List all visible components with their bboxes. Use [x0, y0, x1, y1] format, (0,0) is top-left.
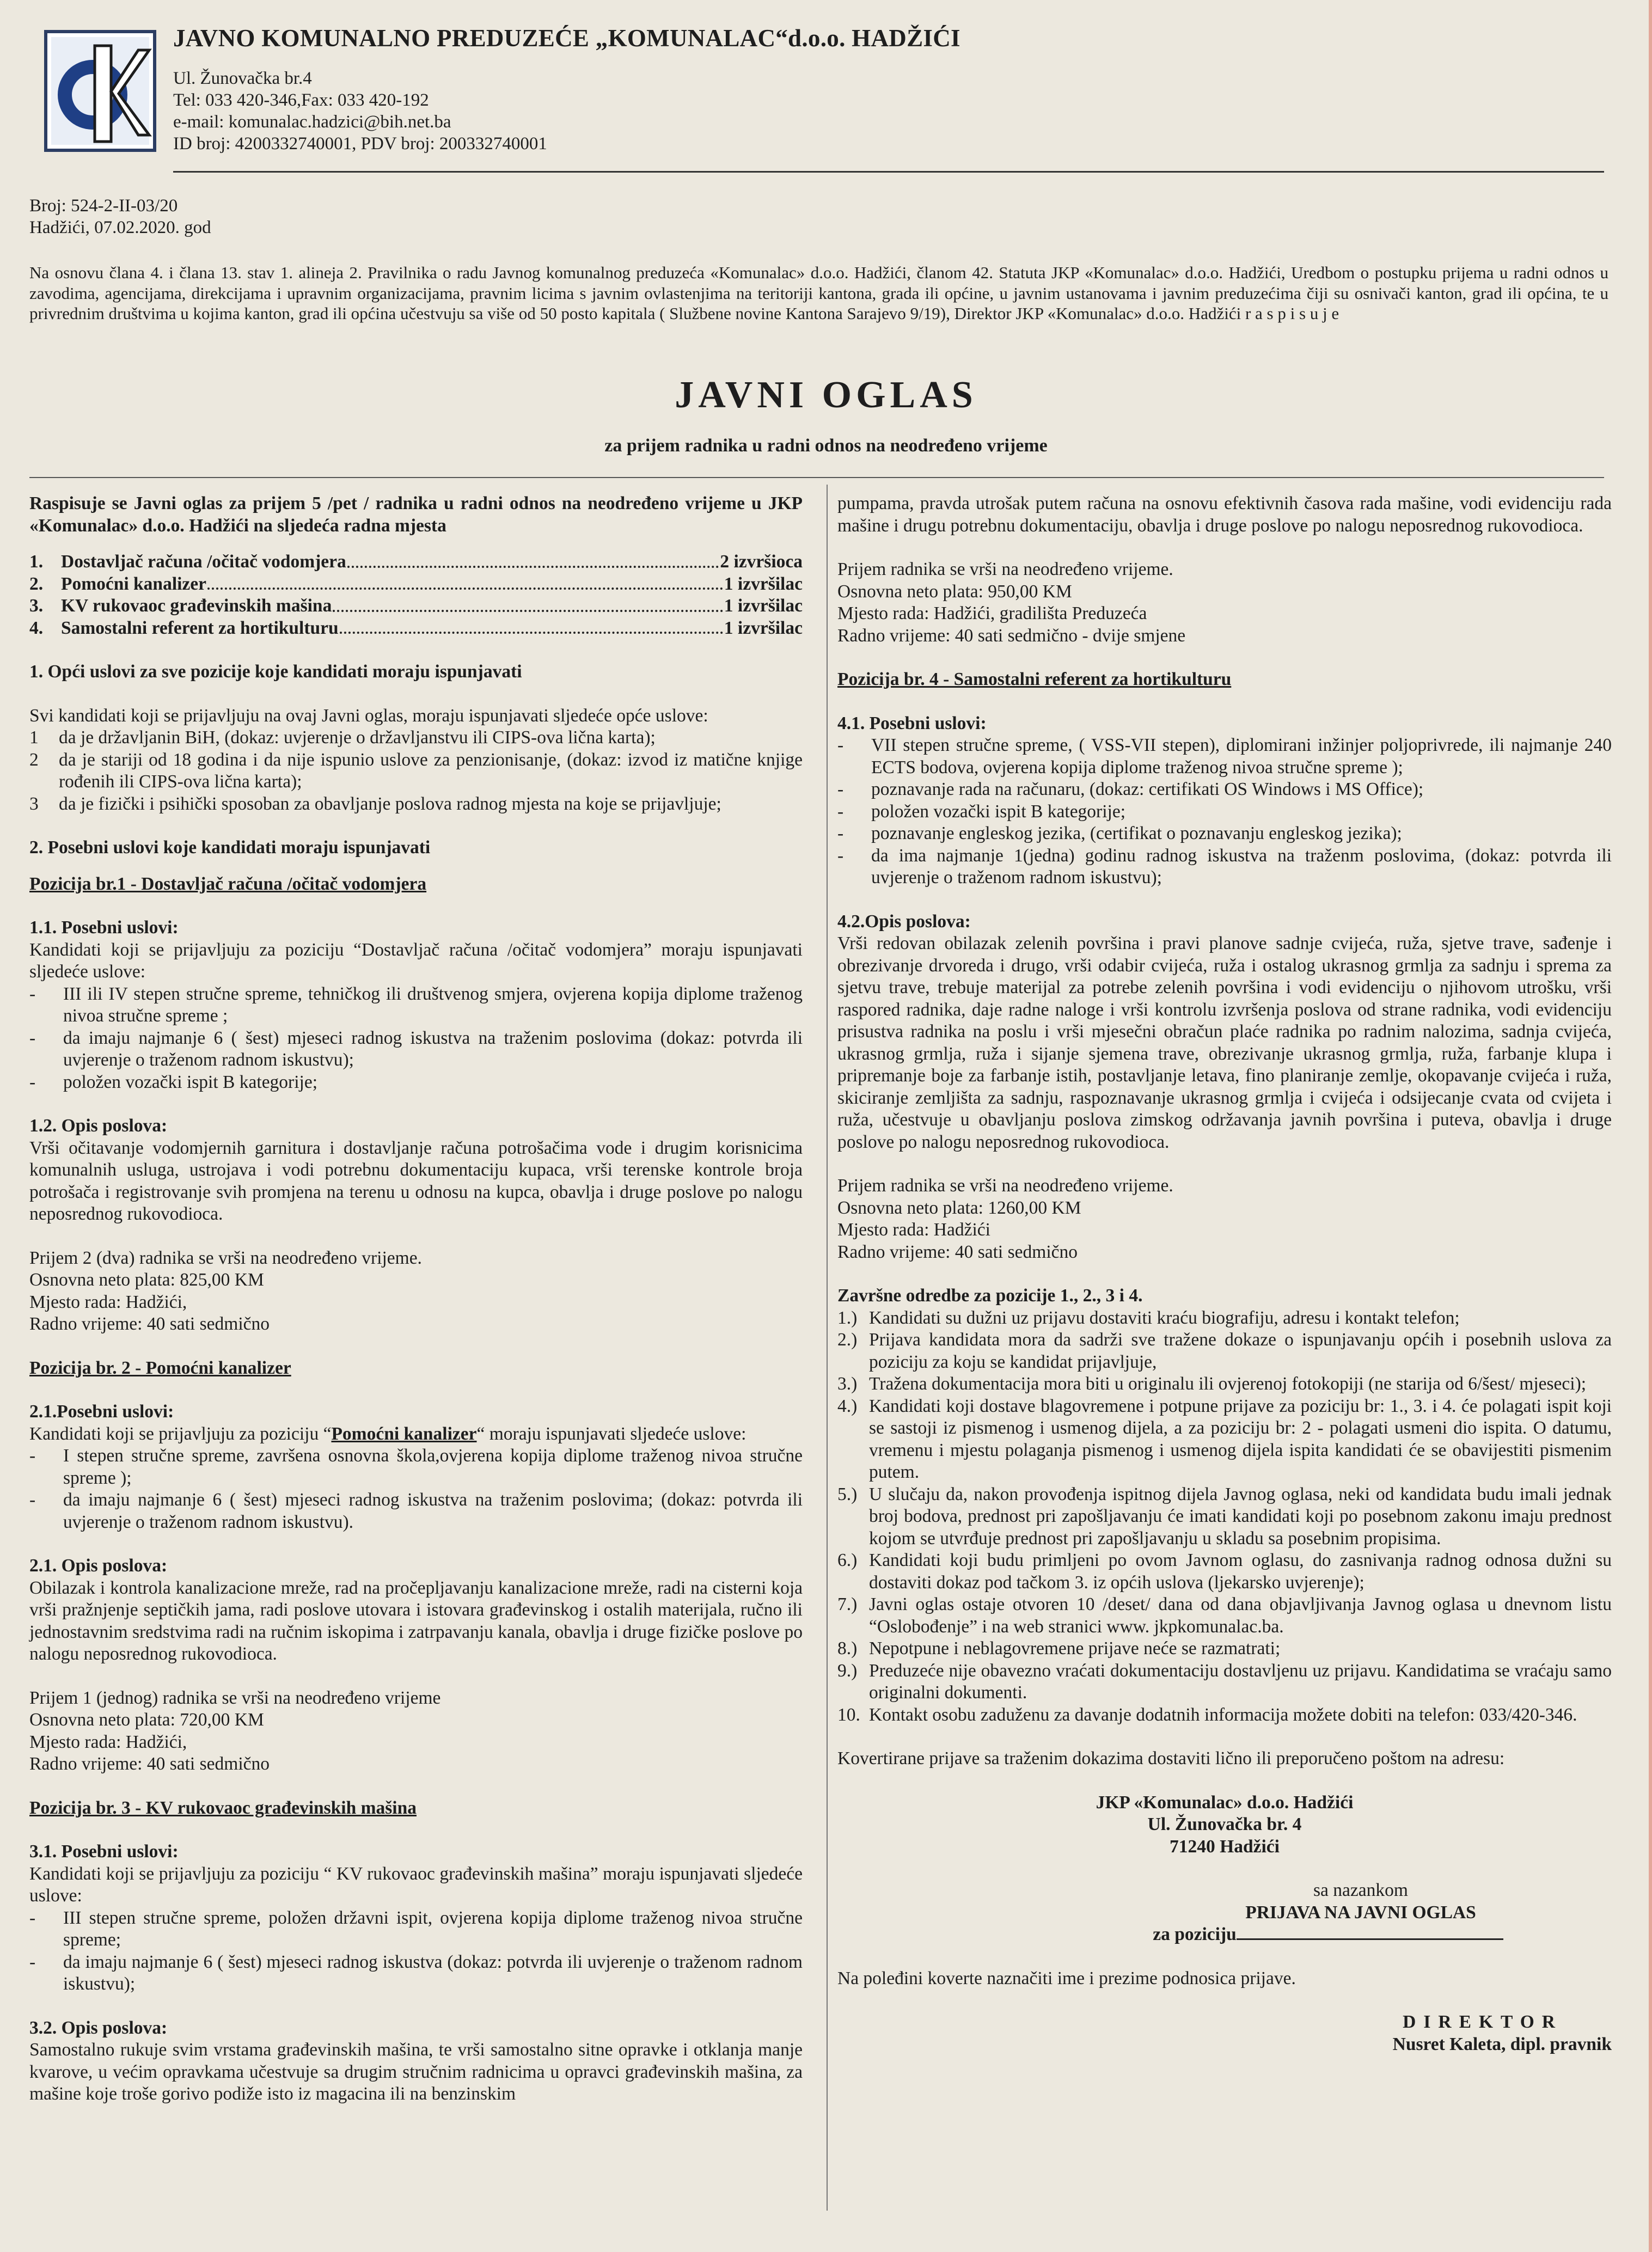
submission-note: Kovertirane prijave sa traženim dokazima dostaviti lično ili preporučeno poštom na adresu: — [837, 1748, 1505, 1768]
envelope-back-note: Na poleđini koverte naznačiti ime i prezime podnosica prijave. — [837, 1968, 1296, 1988]
list-item: 2.) Prijava kandidata mora da sadrži sve tražene dokaze o ispunjavanju općih i posebnih uslova za poziciju za koju se kandidat prijavljuje, — [837, 1330, 1612, 1372]
position-3-duties-heading: 3.2. Opis poslova: — [29, 2017, 168, 2038]
list-item: 4.) Kandidati koji dostave blagovremene i potpune prijave za poziciju br: 1., 3. i 4. će polagati ispit koji se sastoji iz pismenog i usmenog dijela, a za poziciju br: 2 - polagati usmeni dio ispita. O datumu, vremenu i mjestu polaganja pismenog i usmenog dijela ispita kandidati će se obavijestiti pismenim putem. — [837, 1396, 1612, 1482]
position-2-info: Prijem 1 (jednog) radnika se vrši na neodređeno vrijeme Osnovna neto plata: 720,00 KM Mjesto rada: Hadžići, Radno vrijeme: 40 sati sedmično — [29, 1687, 441, 1774]
general-conditions-heading: 1. Opći uslovi za sve pozicije koje kandidati moraju ispunjavati — [29, 662, 522, 682]
list-item: - III stepen stručne spreme, položen državni ispit, ovjerena kopija diplome traženog nivoa stručne spreme; — [29, 1907, 803, 1950]
position-2-duties-heading: 2.1. Opis poslova: — [29, 1556, 168, 1576]
position-3-duties-text: Samostalno rukuje svim vrstama građevinskih mašina, te vrši samostalno sitne opravke i otklanja manje kvarove, u većim opravkama učestvuje sa drugim stručnim radnicima u opravci građevinskih mašina, za mašine koje troše gorivo podiže isto iz magacina ili na benzinskim — [29, 2040, 803, 2104]
list-item: 1.) Kandidati su dužni uz prijavu dostaviti kraću biografiju, adresu i kontakt telefon; — [837, 1307, 1460, 1328]
position-blank-line — [1237, 1938, 1503, 1940]
position-3-conditions-list — [29, 1907, 803, 1996]
list-item: - da imaju najmanje 6 ( šest) mjeseci radnog iskustva (dokaz: potvrda ili uvjerenje o traženom radnom iskustvu); — [29, 1951, 803, 1994]
list-item: 3 da je fizički i psihički sposoban za obavljanje poslova radnog mjesta na koje se prijavljuje; — [29, 793, 721, 814]
position-4-conditions-heading: 4.1. Posebni uslovi: — [837, 713, 987, 733]
position-2-conditions-intro: Kandidati koji se prijavljuju za poziciju “Pomoćni kanalizer“ moraju ispunjavati sljedeće uslove: — [29, 1423, 747, 1444]
ad-title: JAVNI OGLAS — [675, 374, 977, 416]
position-1-conditions-intro: Kandidati koji se prijavljuju za poziciju “Dostavljač računa /očitač vodomjera” moraju ispunjavati sljedeće uslove: — [29, 939, 803, 982]
director-signature: DIREKTOR Nusret Kaleta, dipl. pravnik — [1392, 2012, 1612, 2054]
columns-top-rule — [29, 477, 1604, 478]
company-address: Ul. Žunovačka br.4 — [173, 69, 312, 88]
right-column — [837, 493, 1612, 2055]
document-number: Broj: 524-2-II-03/20 — [29, 196, 178, 216]
left-column — [29, 493, 803, 2106]
position-1-conditions-list — [29, 983, 803, 1094]
list-item: - VII stepen stručne spreme, ( VSS-VII stepen), diplomirani inžinjer poljoprivrede, ili najmanje 240 ECTS bodova, ovjerena kopija diplome traženog nivoa stručne spreme ); — [837, 735, 1612, 778]
list-item: - III ili IV stepen stručne spreme, tehničkog ili društvenog smjera, ovjerena kopija diplome traženog nivoa stručne spreme ; — [29, 983, 803, 1026]
position-2-conditions-heading: 2.1.Posebni uslovi: — [29, 1402, 174, 1422]
position-row: 4. Samostalni referent za hortikulturu 1 izvršilac — [29, 617, 803, 638]
list-item: 2 da je stariji od 18 godina i da nije ispunio uslove za penzionisanje, (dokaz: izvod iz matične knjige rođenih ili CIPS-ova lična karta); — [29, 749, 803, 792]
special-conditions-heading: 2. Posebni uslovi koje kandidati moraju ispunjavati — [29, 837, 431, 858]
company-name: JAVNO KOMUNALNO PREDUZEĆE „KOMUNALAC“d.o.o. HADŽIĆI — [173, 25, 960, 52]
company-phone: Tel: 033 420-346,Fax: 033 420-192 — [173, 90, 429, 110]
list-item: - položen vozački ispit B kategorije; — [29, 1072, 318, 1092]
intro-text: Raspisuje se Javni oglas za prijem 5 /pet / radnika u radni odnos na neodređeno vrijeme u JKP «Komunalac» d.o.o. Hadžići na sljedeća radna mjesta — [29, 493, 803, 536]
position-4-info: Prijem radnika se vrši na neodređeno vrijeme. Osnovna neto plata: 1260,00 KM Mjesto rada: Hadžići Radno vrijeme: 40 sati sedmično — [837, 1176, 1173, 1262]
position-1-duties-text: Vrši očitavanje vodomjernih garnitura i dostavljanje računa potrošačima vode i drugim korisnicima komunalnih usluga, ustrojava i vodi potrebnu dokumentaciju kupaca, vrši terenske kontrole broja potrošača i registrovanje svih promjena na terenu u odnosu na kupca, obavlja i druge poslove po nalogu neposrednog rukovodioca. — [29, 1137, 803, 1224]
list-item: - da ima najmanje 1(jedna) godinu radnog iskustva na traženm poslovima, (dokaz: potvrda ili uvjerenje o traženom radnom iskustvu); — [837, 845, 1612, 888]
list-item: 10. Kontakt osobu zaduženu za davanje dodatnih informacija možete dobiti na telefon: 033/420-346. — [837, 1704, 1577, 1725]
general-conditions-list — [29, 727, 803, 815]
position-3-heading: Pozicija br. 3 - KV rukovaoc građevinskih mašina — [29, 1797, 417, 1818]
document-meta — [29, 195, 211, 238]
position-4-conditions-list — [837, 735, 1612, 889]
list-item: 5.) U slučaju da, nakon provođenja ispitnog dijela Javnog oglasa, neki od kandidata budu imali jednak broj bodova, prednost pri zapošljavanju će imati kandidati koji po posebnom zakonu imaju prednost kojom se utvrđuje prednost pri zapošljavanju u skladu sa posebnim propisima. — [837, 1484, 1612, 1549]
list-item: - da imaju najmanje 6 ( šest) mjeseci radnog iskustva na traženim poslovima; (dokaz: potvrda ili uvjerenje o traženom radnom iskustvu). — [29, 1490, 803, 1532]
position-4-duties-text: Vrši redovan obilazak zelenih površina i pravi planove sadnje cvijeća, ruža, sjetve trave, sađenje i obrezivanje drvoreda i drugo, vrši odabir cvijeća, ruža i ostalog ukrasnog grmlja za sadnju i sprema za sjetvu trave, trebuje materijal za potrebe zelenih površina i vodi evidenciju o njihovom utrošku, vrši raspored radnika, daje radne naloge i vrši kontrolu izvršenja poslova od strane radnika, vodi evidenciju prisustva radnika na poslu i vrši mjesečni obračun plaće radnika po radnim nalozima, sadnja cvijeća, ukrasnog grmlja, ruža i sijanje sjemena trave, obrezivanje ukrasnog grmlja, ruža, farbanje klupa i pripremanje boje za farbanje istih, postavljanje letava, fino planiranje zemlje, okopavanje cvijeća i ruža, skiciranje zemljišta za sadnju, raspoznavanje ukrasnog grmlja i cvijeća i odsijecanje cvata od cvijeta i ruža, učestvuje u obavljanju poslova zimskog održavanja javnih površina i puteva, obavlja i druge poslove po nalogu neposrednog rukovodioca. — [837, 933, 1612, 1152]
list-item: - položen vozački ispit B kategorije; — [837, 801, 1126, 822]
list-item: 9.) Preduzeće nije obavezno vraćati dokumentaciju dostavljenu uz prijavu. Kandidatima se vraćaju samo originalni dokumenti. — [837, 1660, 1612, 1703]
position-4-duties-heading: 4.2.Opis poslova: — [837, 911, 971, 932]
position-2-duties-text: Obilazak i kontrola kanalizacione mreže, rad na pročepljavanju kanalizacione mreže, radi na cisterni koja vrši pražnjenje septičkih jama, radi poslove utovara i istovara građevinskog i ostalih materijala, ručno ili jednostavnim sredstvima radi na ručnim iskopima i zatrpavanju kanala, obavlja i druge fizičke poslove po nalogu neposrednog rukovodioca. — [29, 1577, 803, 1664]
position-2-conditions-list — [29, 1445, 803, 1533]
ad-subtitle: za prijem radnika u radni odnos na neodređeno vrijeme — [604, 436, 1048, 456]
list-item: - da imaju najmanje 6 ( šest) mjeseci radnog iskustva na traženim poslovima (dokaz: potvrda ili uvjerenje o traženom radnom iskustvu); — [29, 1027, 803, 1070]
company-logo — [42, 28, 158, 154]
position-3-conditions-intro: Kandidati koji se prijavljuju za poziciju “ KV rukovaoc građevinskih mašina” moraju ispunjavati sljedeće uslove: — [29, 1863, 803, 1906]
list-item: - poznavanje rada na računaru, (dokaz: certifikati OS Windows i MS Office); — [837, 779, 1424, 799]
submission-address: JKP «Komunalac» d.o.o. Hadžići Ul. Žunovačka br. 4 71240 Hadžići — [1096, 1792, 1354, 1857]
document-date: Hadžići, 07.02.2020. god — [29, 218, 211, 237]
position-3-conditions-heading: 3.1. Posebni uslovi: — [29, 1841, 179, 1862]
position-2-heading: Pozicija br. 2 - Pomoćni kanalizer — [29, 1357, 291, 1378]
envelope-label: sa nazankom PRIJAVA NA JAVNI OGLAS za poziciju — [1110, 1880, 1612, 1946]
position-3-duties-continued: pumpama, pravda utrošak putem računa na osnovu efektivnih časova rada mašine, vodi evidenciju rada mašine i drugu potrebnu dokumentaciju, obavlja i druge poslove po nalogu neposrednog rukovodioca. — [837, 493, 1612, 536]
header-divider — [173, 171, 1604, 173]
column-divider — [827, 485, 828, 2211]
position-row: 3. KV rukovaoc građevinskih mašina 1 izvršilac — [29, 596, 803, 616]
list-item: 6.) Kandidati koji budu primljeni po ovom Javnom oglasu, do zasnivanja radnog odnosa dužni su dostaviti dokaz pod tačkom 3. iz općih uslova (ljekarsko uvjerenje); — [837, 1550, 1612, 1593]
list-item: - poznavanje engleskog jezika, (certifikat o poznavanju engleskog jezika); — [837, 823, 1402, 843]
list-item: 8.) Nepotpune i neblagovremene prijave neće se razmatrati; — [837, 1638, 1281, 1659]
legal-preamble: Na osnovu člana 4. i člana 13. stav 1. alineja 2. Pravilnika o radu Javnog komunalnog preduzeća «Komunalac» d.o.o. Hadžići, članom 42. Statuta JKP «Komunalac» d.o.o. Hadžići, Uredbom o postupku prijema u radni odnos u zavodima, agencijama, direkcijama i upravnim organizacijama, pravnim licima s javnim ovlastenjima na teritoriji kantona, grada ili općine, u javnim ustanovama i javnim preduzećima čiji su osnivači kanton, grad ili općina, te u privrednim društvima u kojima kanton, grad ili općina učestvuju sa više od 50 posto kapitala ( Službene novine Kantona Sarajevo 9/19), Direktor JKP «Komunalac» d.o.o. Hadžići r a s p i s u j e — [29, 263, 1608, 323]
company-email: e-mail: komunalac.hadzici@bih.net.ba — [173, 112, 451, 132]
list-item: - I stepen stručne spreme, završena osnovna škola,ovjerena kopija diplome traženog nivoa stručne spreme ); — [29, 1446, 803, 1488]
position-1-conditions-heading: 1.1. Posebni uslovi: — [29, 917, 179, 938]
company-ids: ID broj: 4200332740001, PDV broj: 200332740001 — [173, 134, 547, 154]
list-item: 3.) Tražena dokumentacija mora biti u originalu ili ovjerenoj fotokopiji (ne starija od 6/šest/ mjeseci); — [837, 1374, 1587, 1394]
company-contact — [173, 68, 547, 155]
final-provisions-list — [837, 1307, 1612, 1727]
position-row: 1. Dostavljač računa /očitač vodomjera 2 izvršioca — [29, 552, 803, 572]
position-4-heading: Pozicija br. 4 - Samostalni referent za hortikulturu — [837, 669, 1232, 689]
general-conditions-intro: Svi kandidati koji se prijavljuju na ovaj Javni oglas, moraju ispunjavati sljedeće opće uslove: — [29, 705, 708, 726]
position-1-heading: Pozicija br.1 - Dostavljač računa /očitač vodomjera — [29, 873, 427, 894]
position-row: 2. Pomoćni kanalizer 1 izvršilac — [29, 573, 803, 594]
list-item: 7.) Javni oglas ostaje otvoren 10 /deset/ dana od dana objavljivanja Javnog oglasa u dnevnom listu “Oslobođenje” i na web stranici www. jkpkomunalac.ba. — [837, 1594, 1612, 1637]
position-1-info: Prijem 2 (dva) radnika se vrši na neodređeno vrijeme. Osnovna neto plata: 825,00 KM Mjesto rada: Hadžići, Radno vrijeme: 40 sati sedmično — [29, 1247, 422, 1334]
list-item: 1 da je državljanin BiH, (dokaz: uvjerenje o državljanstvu ili CIPS-ova lična karta); — [29, 727, 656, 748]
final-provisions-heading: Završne odredbe za pozicije 1., 2., 3 i 4. — [837, 1286, 1143, 1306]
positions-list — [29, 551, 803, 639]
position-3-info: Prijem radnika se vrši na neodređeno vrijeme. Osnovna neto plata: 950,00 KM Mjesto rada: Hadžići, gradilišta Preduzeća Radno vrijeme: 40 sati sedmično - dvije smjene — [837, 559, 1186, 646]
position-1-duties-heading: 1.2. Opis poslova: — [29, 1116, 168, 1136]
